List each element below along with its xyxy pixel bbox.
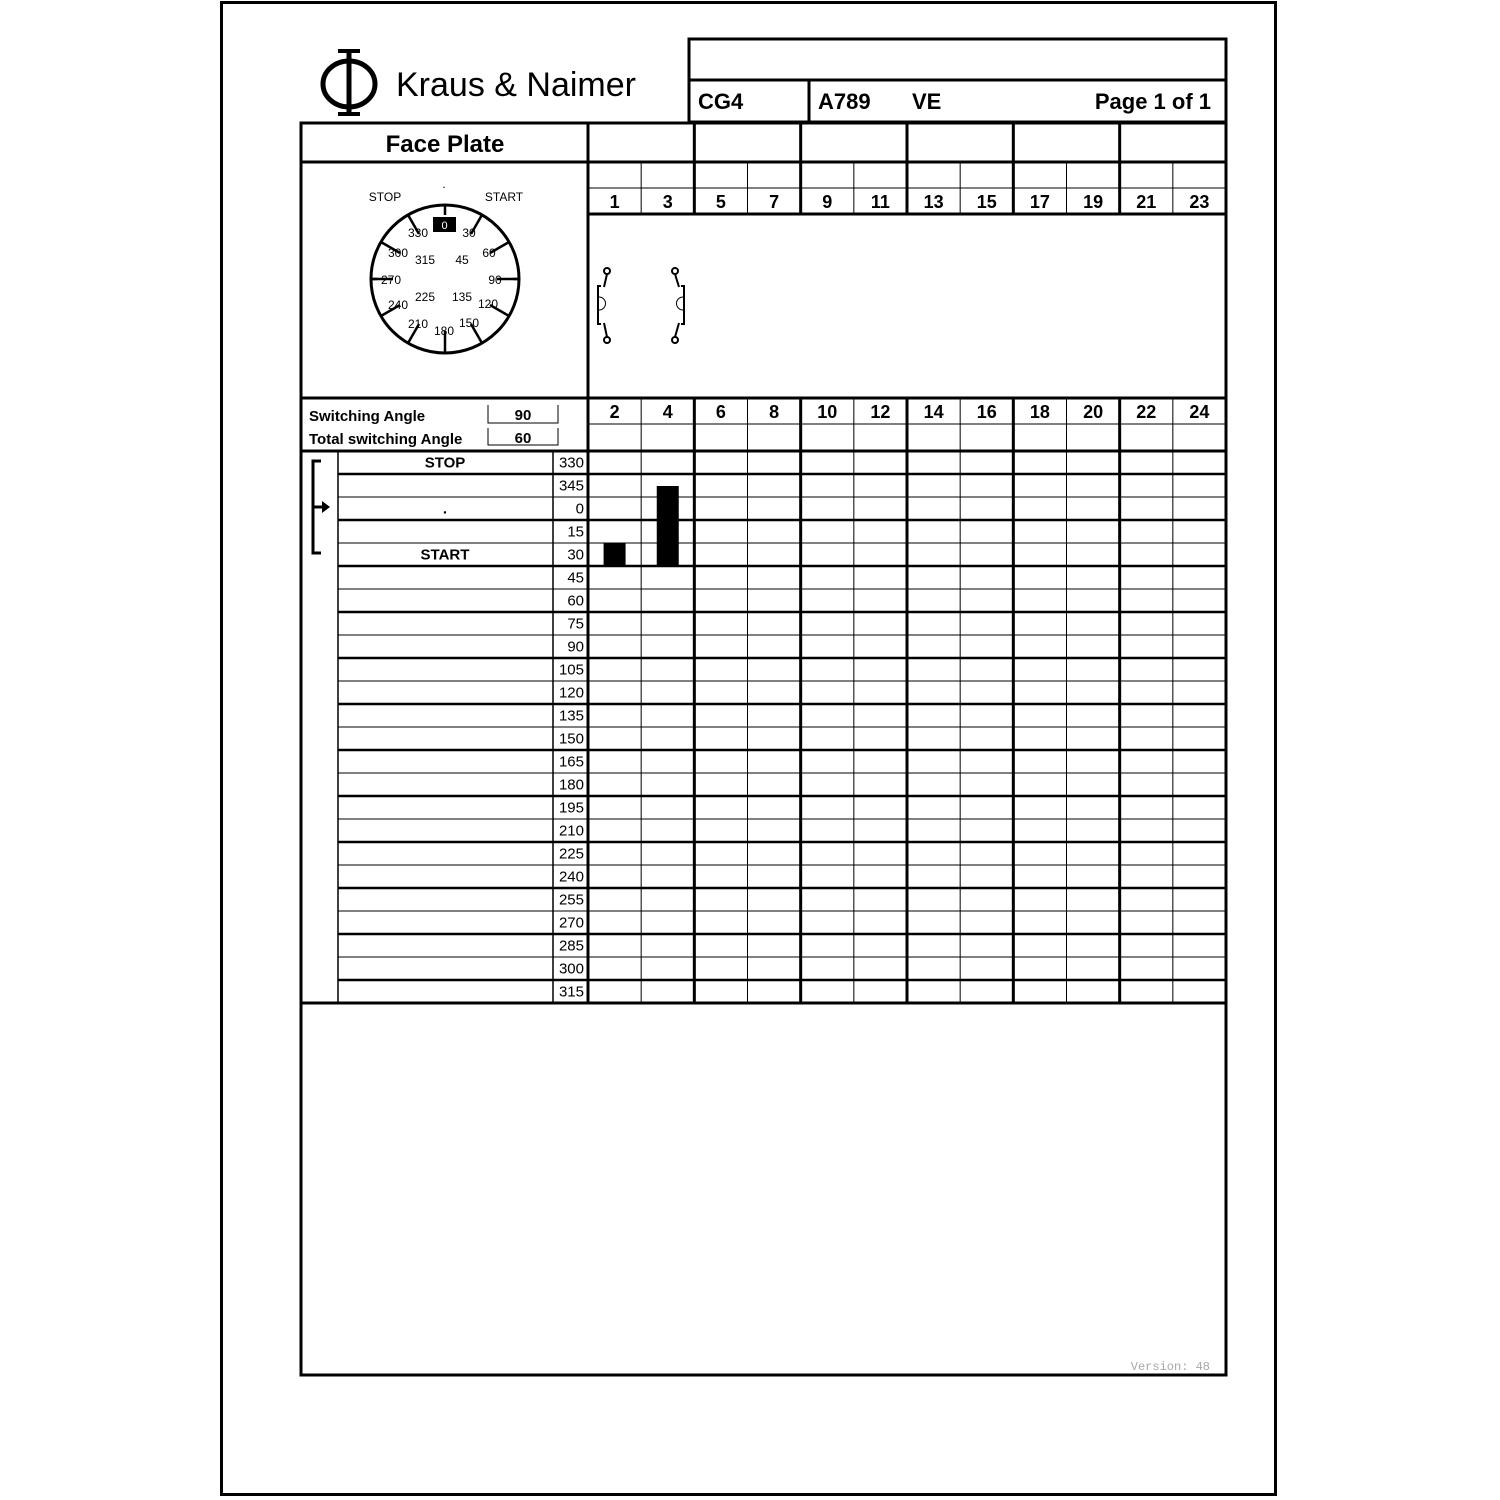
terminal-bottom-label: 18 <box>1029 402 1050 422</box>
position-angle: 285 <box>558 937 584 955</box>
dial-mid-label: . <box>442 177 446 191</box>
terminal-bottom-label: 24 <box>1189 402 1210 422</box>
dial-stop-label: STOP <box>368 190 402 204</box>
position-angle: 225 <box>558 845 584 863</box>
dial-angle-label: 60 <box>482 246 496 260</box>
terminal-top-label: 11 <box>870 192 890 212</box>
terminal-bottom-label: 22 <box>1136 402 1157 422</box>
position-label: . <box>442 500 448 518</box>
position-angle: 45 <box>567 569 584 587</box>
terminal-bottom-label: 10 <box>817 402 838 422</box>
code-label: A789 <box>818 89 871 114</box>
terminal-bottom-label: 6 <box>715 402 726 422</box>
switching-angle-value: 90 <box>514 407 532 424</box>
dial-angle-label: 45 <box>455 253 469 267</box>
position-angle: 15 <box>567 523 584 541</box>
terminal-bottom-label: 4 <box>662 402 673 422</box>
terminal-bottom-label: 14 <box>923 402 944 422</box>
contact-symbol-1-2 <box>598 268 610 343</box>
switching-angle-label: Switching Angle <box>309 408 426 425</box>
dial-angle-label: 135 <box>451 290 473 304</box>
dial-angle-label: 300 <box>387 246 409 260</box>
dial-angle-label: 90 <box>488 273 502 287</box>
dial-angle-label: 210 <box>407 317 429 331</box>
position-angle: 180 <box>558 776 584 794</box>
terminal-top-label: 3 <box>662 192 673 212</box>
terminal-top-label: 5 <box>715 192 726 212</box>
total-switching-angle-value: 60 <box>514 430 532 447</box>
dial-angle-label: 330 <box>407 226 429 240</box>
page-label: Page 1 of 1 <box>1094 89 1211 114</box>
terminal-top-label: 15 <box>976 192 997 212</box>
contact-closed-bar <box>604 543 626 566</box>
dial-start-label: START <box>484 190 524 204</box>
dial-selected-label: 0 <box>441 220 448 232</box>
position-angle: 210 <box>558 822 584 840</box>
dial-angle-label: 270 <box>380 273 402 287</box>
terminal-top-label: 13 <box>923 192 944 212</box>
terminal-bottom-label: 16 <box>976 402 997 422</box>
terminal-bottom-label: 20 <box>1083 402 1104 422</box>
position-angle: 0 <box>575 500 584 518</box>
terminal-top-label: 21 <box>1136 192 1157 212</box>
terminal-top-label: 23 <box>1189 192 1210 212</box>
position-label: STOP <box>424 454 466 472</box>
position-angle: 135 <box>558 707 584 725</box>
dial-angle-label: 30 <box>462 226 476 240</box>
current-position-arrow-icon <box>322 501 330 513</box>
terminal-top-label: 1 <box>609 192 620 212</box>
position-angle: 150 <box>558 730 584 748</box>
terminal-bottom-label: 8 <box>769 402 780 422</box>
dial-angle-label: 150 <box>458 316 480 330</box>
dial-angle-label: 225 <box>414 290 436 304</box>
position-angle: 345 <box>558 477 584 495</box>
dial-angle-label: 180 <box>433 324 455 338</box>
variant-label: VE <box>912 89 942 114</box>
position-label: START <box>420 546 470 564</box>
position-angle: 90 <box>567 638 584 656</box>
position-angle: 195 <box>558 799 584 817</box>
terminal-bottom-label: 2 <box>609 402 620 422</box>
contact-symbol-3-4 <box>672 268 684 343</box>
terminal-top-label: 17 <box>1029 192 1050 212</box>
position-angle: 75 <box>567 615 584 633</box>
dial-angle-label: 120 <box>477 297 499 311</box>
rotary-dial <box>371 205 519 353</box>
face-plate-heading: Face Plate <box>385 131 505 158</box>
position-angle: 165 <box>558 753 584 771</box>
position-angle: 300 <box>558 960 584 978</box>
position-angle: 240 <box>558 868 584 886</box>
position-angle: 255 <box>558 891 584 909</box>
terminal-bottom-label: 12 <box>870 402 891 422</box>
position-angle: 270 <box>558 914 584 932</box>
series-label: CG4 <box>698 89 744 114</box>
position-angle: 315 <box>558 983 584 1001</box>
brand-name: Kraus & Naimer <box>396 66 636 104</box>
version-label: Version: 48 <box>1130 1360 1210 1374</box>
position-angle: 30 <box>567 546 584 564</box>
dial-angle-label: 240 <box>387 298 409 312</box>
position-angle: 120 <box>558 684 584 702</box>
terminal-top-label: 9 <box>822 192 833 212</box>
position-angle: 60 <box>567 592 584 610</box>
terminal-top-label: 7 <box>769 192 780 212</box>
position-angle: 330 <box>558 454 584 472</box>
total-switching-angle-label: Total switching Angle <box>309 431 463 448</box>
terminal-top-label: 19 <box>1083 192 1104 212</box>
dial-angle-label: 315 <box>414 253 436 267</box>
contact-closed-bar <box>657 486 679 566</box>
logo-phi-icon <box>323 50 375 115</box>
position-angle: 105 <box>558 661 584 679</box>
